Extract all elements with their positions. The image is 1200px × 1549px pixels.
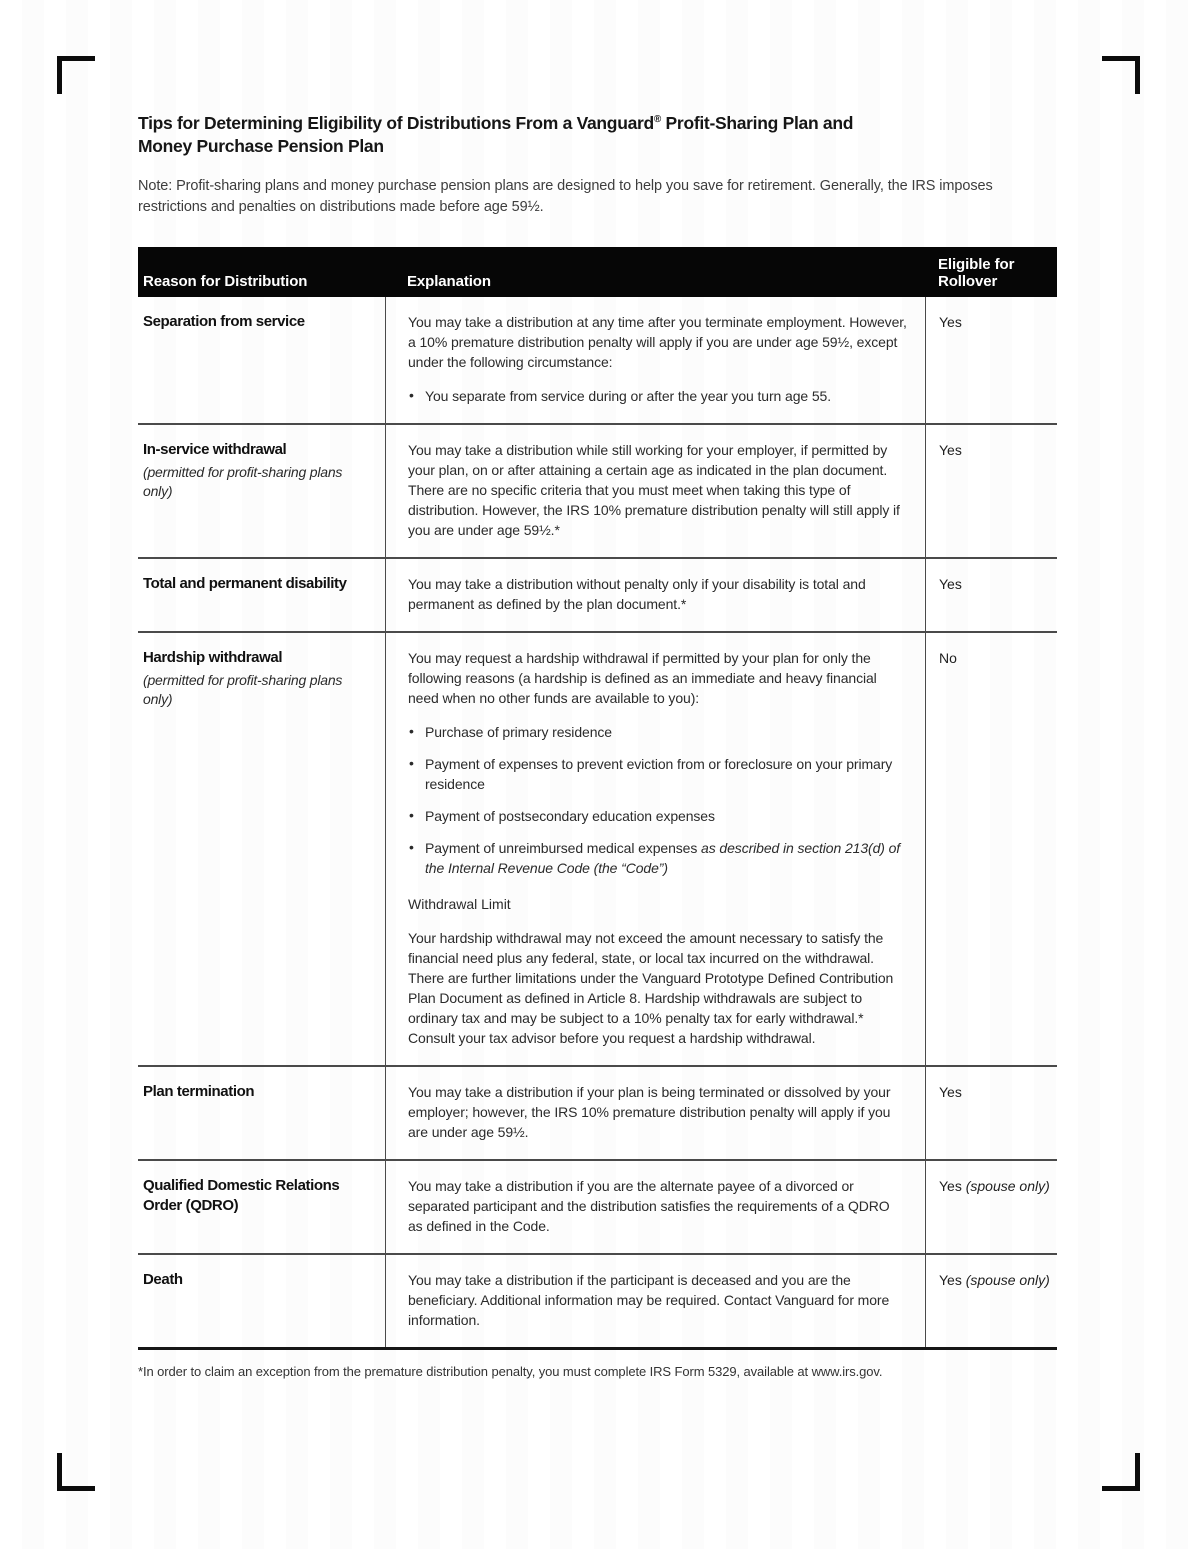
eligible-note: (spouse only) bbox=[965, 1178, 1050, 1194]
eligible-value: Yes bbox=[939, 314, 962, 330]
bullet-item bbox=[408, 386, 907, 406]
bullet-item bbox=[408, 806, 907, 826]
eligible-note: (spouse only) bbox=[965, 1272, 1050, 1288]
title-line2: Money Purchase Pension Plan bbox=[138, 136, 384, 156]
reason-cell bbox=[138, 1067, 385, 1159]
explanation-paragraph: You may request a hardship withdrawal if permitted by your plan for only the following reasons (a hardship is defined as an immediate and heavy financial need when no other funds are available to you): bbox=[408, 650, 877, 706]
table-row bbox=[138, 1159, 1057, 1253]
eligible-cell bbox=[925, 297, 1057, 423]
bullet-icon: • bbox=[409, 807, 414, 823]
table-body bbox=[138, 297, 1057, 1347]
eligible-cell bbox=[925, 559, 1057, 631]
explanation-cell bbox=[385, 425, 925, 557]
explanation-paragraph: You may take a distribution if you are the alternate payee of a divorced or separated participant and the distribution satisfies the requirements of a QDRO as defined in the Code. bbox=[408, 1178, 890, 1234]
crop-mark-top-right-icon bbox=[1102, 56, 1140, 94]
eligible-cell bbox=[925, 1067, 1057, 1159]
reason-label: In-service withdrawal bbox=[143, 441, 287, 458]
bullet-item bbox=[408, 722, 907, 742]
reason-label: Hardship withdrawal bbox=[143, 649, 283, 666]
header-eligible-for-rollover: Eligible for Rollover bbox=[938, 256, 1015, 290]
crop-mark-top-left-icon bbox=[57, 56, 95, 94]
eligible-cell bbox=[925, 1161, 1057, 1253]
page-title bbox=[138, 112, 1057, 158]
reason-label: Separation from service bbox=[143, 313, 305, 330]
reason-label: Total and permanent disability bbox=[143, 575, 347, 592]
table-row bbox=[138, 1253, 1057, 1347]
explanation-paragraph: Your hardship withdrawal may not exceed the amount necessary to satisfy the financial need plus any federal, state, or local tax incurred on the withdrawal. There are further limitations under the Vanguard Prototype Defined Contribution Plan Document as defined in Article 8. Hardship withdrawals are subject to ordinary tax and may be subject to a 10% penalty tax for early withdrawal.* Consult your tax advisor before you request a hardship withdrawal. bbox=[408, 930, 894, 1046]
header-reason-for-distribution: Reason for Distribution bbox=[143, 273, 308, 290]
reason-cell bbox=[138, 425, 385, 557]
explanation-cell bbox=[385, 297, 925, 423]
bullet-text: Payment of unreimbursed medical expenses bbox=[425, 840, 702, 856]
reason-cell bbox=[138, 1161, 385, 1253]
reason-label: Qualified Domestic Relations Order (QDRO) bbox=[143, 1177, 340, 1214]
reason-cell bbox=[138, 1255, 385, 1347]
reason-label: Death bbox=[143, 1271, 183, 1288]
bullet-icon: • bbox=[409, 755, 414, 771]
bullet-text: Purchase of primary residence bbox=[425, 724, 612, 740]
reason-cell bbox=[138, 297, 385, 423]
crop-mark-bottom-right-icon bbox=[1102, 1453, 1140, 1491]
bullet-item bbox=[408, 838, 907, 878]
header-explanation: Explanation bbox=[407, 273, 491, 290]
registered-trademark-icon: ® bbox=[653, 114, 661, 126]
reason-cell bbox=[138, 559, 385, 631]
table-header-row bbox=[138, 247, 1057, 297]
eligible-value: Yes bbox=[939, 1084, 962, 1100]
title-line1: Tips for Determining Eligibility of Distributions From a Vanguard bbox=[138, 113, 654, 133]
explanation-cell bbox=[385, 1067, 925, 1159]
reason-label: Plan termination bbox=[143, 1083, 255, 1100]
table-section bbox=[138, 247, 1057, 1381]
explanation-cell bbox=[385, 1255, 925, 1347]
withdrawal-limit-subhead: Withdrawal Limit bbox=[408, 896, 511, 912]
explanation-paragraph: You may take a distribution if the participant is deceased and you are the beneficiary. Additional information may be required. Contact Vanguard for more information. bbox=[408, 1272, 890, 1328]
eligibility-table bbox=[138, 247, 1057, 1350]
table-row bbox=[138, 423, 1057, 557]
eligible-cell bbox=[925, 425, 1057, 557]
title-line1-rest: Profit-Sharing Plan and bbox=[661, 113, 854, 133]
explanation-paragraph: You may take a distribution without penalty only if your disability is total and permanent as defined by the plan document.* bbox=[408, 576, 866, 612]
explanation-paragraph: You may take a distribution if your plan is being terminated or dissolved by your employer; however, the IRS 10% premature distribution penalty will apply if you are under age 59½. bbox=[408, 1084, 891, 1140]
explanation-cell bbox=[385, 559, 925, 631]
intro-note: Note: Profit-sharing plans and money purchase pension plans are designed to help you save for retirement. Generally, the IRS imposes restrictions and penalties on distributions made before age 59½. bbox=[138, 178, 993, 215]
crop-mark-bottom-left-icon bbox=[57, 1453, 95, 1491]
eligible-cell bbox=[925, 633, 1057, 1065]
bullet-icon: • bbox=[409, 839, 414, 855]
bullet-item bbox=[408, 754, 907, 794]
eligible-cell bbox=[925, 1255, 1057, 1347]
bullet-text-italic: as described in section 213(d) of the Internal Revenue Code (the “Code”) bbox=[425, 840, 901, 876]
eligible-value: Yes bbox=[939, 576, 962, 592]
bullet-text: You separate from service during or after the year you turn age 55. bbox=[425, 388, 832, 404]
table-row bbox=[138, 557, 1057, 631]
bullet-icon: • bbox=[409, 723, 414, 739]
bullet-text: Payment of expenses to prevent eviction from or foreclosure on your primary residence bbox=[425, 756, 893, 792]
bullet-icon: • bbox=[409, 387, 414, 403]
bullet-text: Payment of postsecondary education expenses bbox=[425, 808, 715, 824]
footnote: *In order to claim an exception from the premature distribution penalty, you must complete IRS Form 5329, available at www.irs.gov. bbox=[138, 1364, 883, 1379]
explanation-cell bbox=[385, 1161, 925, 1253]
table-row bbox=[138, 1065, 1057, 1159]
reason-note: (permitted for profit-sharing plans only) bbox=[143, 672, 343, 707]
table-row bbox=[138, 631, 1057, 1065]
table-row bbox=[138, 297, 1057, 423]
reason-note: (permitted for profit-sharing plans only) bbox=[143, 464, 343, 499]
eligible-value: No bbox=[939, 650, 957, 666]
eligible-value: Yes bbox=[939, 442, 962, 458]
explanation-paragraph: You may take a distribution at any time after you terminate employment. However, a 10% premature distribution penalty will apply if you are under age 59½, except under the following circumstance: bbox=[408, 314, 907, 370]
explanation-paragraph: You may take a distribution while still working for your employer, if permitted by your plan, on or after attaining a certain age as indicated in the plan document. There are no specific criteria that you must meet when taking this type of distribution. However, the IRS 10% premature distribution penalty will still apply if you are under age 59½.* bbox=[408, 442, 900, 538]
eligible-value: Yes (spouse only) bbox=[939, 1272, 1050, 1288]
eligible-value: Yes (spouse only) bbox=[939, 1178, 1050, 1194]
reason-cell bbox=[138, 633, 385, 1065]
explanation-cell bbox=[385, 633, 925, 1065]
